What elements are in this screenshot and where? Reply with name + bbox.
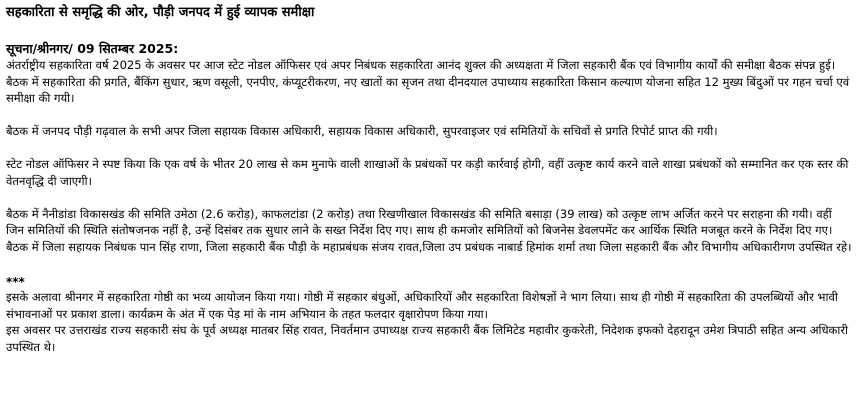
- paragraph-guests: इस अवसर पर उत्तराखंड राज्य सहकारी संघ के पूर्व अध्यक्ष मातबर सिंह रावत, निवर्तमान उपाध्यक्ष राज्य सहकारी बैंक लिमिटेड महावीर कुकरेती, निदेशक इफको देहरादून उमेश त्रिपाठी सहित अन्य अधिकारी उपस्थित थे।: [6, 323, 849, 354]
- article-dateline: सूचना/श्रीनगर/ 09 सितम्बर 2025:: [6, 41, 179, 56]
- paragraph-attendance: बैठक में जनपद पौड़ी गढ़वाल के सभी अपर जिला सहायक विकास अधिकारी, सहायक विकास अधिकारी, सुपरवाइजर एवं समितियों के सचिवों से प्रगति रिपोर्ट प्राप्त की गयी।: [6, 124, 718, 138]
- paragraph-directive: स्टेट नोडल ऑफिसर ने स्पष्ट किया कि एक वर्ष के भीतर 20 लाख से कम मुनाफे वाली शाखाओं के प्रबंधकों पर कड़ी कार्रवाई होगी, वहीं उत्कृष्ट कार्य करने वाले शाखा प्रबंधकों को सम्मानित कर एक स्तर की वेतनवृद्धि दी जाएगी।: [6, 157, 849, 188]
- paragraph-societies: बैठक में नैनीडांडा विकासखंड की समिति उमेठा (2.6 करोड़), काफलटांडा (2 करोड़) तथा रिखणीखाल विकासखंड की समिति बसाड़ा (39 लाख) को उत्कृष्ट लाभ अर्जित करने पर सराहना की गयी। वहीं जिन समितियों की स्थिति संतोषजनक नहीं है, उन्हें दिसंबर तक सुधार लाने के सख्त निर्देश दिए गए। साथ ही कमजोर समितियों को बिजनेस डेवलपमेंट कर आर्थिक स्थिति मजबूत करने के निर्देश दिए गए।: [6, 206, 833, 237]
- article-headline: सहकारिता से समृद्धि की ओर, पौड़ी जनपद में हुई व्यापक समीक्षा: [6, 5, 315, 20]
- paragraph-seminar: इसके अलावा श्रीनगर में सहकारिता गोष्ठी का भव्य आयोजन किया गया। गोष्ठी में सहकार बंधुओं, अधिकारियों और सहकारिता विशेषज्ञों ने भाग लिया। साथ ही गोष्ठी में सहकारिता की उपलब्धियों और भावी संभावनाओं पर प्रकाश डाला। कार्यक्रम के अंत में एक पेड़ मां के नाम अभियान के तहत फलदार वृक्षारोपण किया गया।: [6, 290, 838, 321]
- section-separator: ***: [6, 275, 25, 289]
- paragraph-officials: बैठक में जिला सहायक निबंधक पान सिंह राणा, जिला सहकारी बैंक पौड़ी के महाप्रबंधक संजय रावत,जिला उप प्रबंधक नाबार्ड हिमांक शर्मा तथा जिला सहकारी बैंक और विभागीय अधिकारीगण उपस्थित रहे।: [6, 239, 852, 254]
- paragraph-intro: अंतर्राष्ट्रीय सहकारिता वर्ष 2025 के अवसर पर आज स्टेट नोडल ऑफिसर एवं अपर निबंधक सहकारिता आनंद शुक्ल की अध्यक्षता में जिला सहकारी बैंक एवं विभागीय कार्यों की समीक्षा बैठक संपन्न हुई। बैठक में सहकारिता की प्रगति, बैंकिंग सुधार, ऋण वसूली, एनपीए, कंप्यूटरीकरण, नए खातों का सृजन तथा दीनदयाल उपाध्याय सहकारिता किसान कल्याण योजना सहित 12 मुख्य बिंदुओं पर गहन चर्चा एवं समीक्षा की गयी।: [6, 58, 850, 105]
